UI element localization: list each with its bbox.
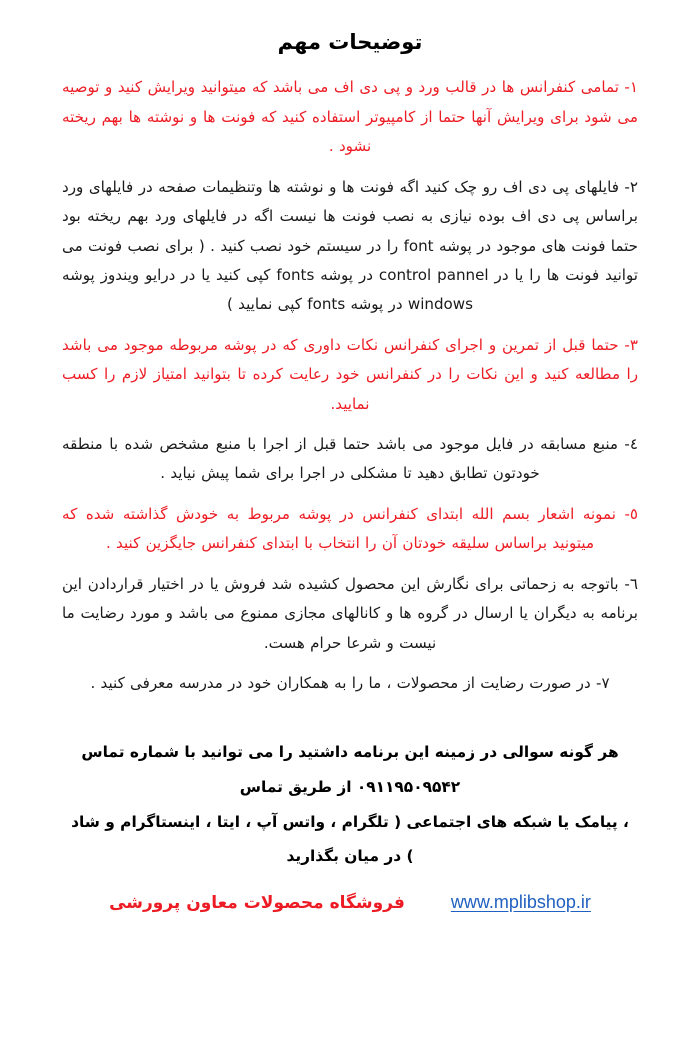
list-item: ۳- حتما قبل از تمرین و اجرای کنفرانس نکات داوری که در پوشه مربوطه موجود می باشد را مطالعه کنید و این نکات را در کنفرانس خود رعایت کرده تا بتوانید امتیاز لازم را کسب نمایید. [62, 335, 638, 413]
footer-row [62, 892, 638, 913]
list-item: ۲- فایلهای پی دی اف رو چک کنید اگه فونت ها و نوشته ها وتنظیمات صفحه در فایلهای ورد براساس پی دی اف بوده نیازی به نصب فونت ها نیست اگه در فایلهای ورد بهم ریخته بود حتما فونت های موجود در پوشه font را در سیستم خود نصب کنید . ( برای نصب فونت می توانید فونت ها را یا در control pannel در پوشه fonts کپی کنید یا در درایو ویندوز پوشه windows در پوشه fonts کپی نمایید ) [62, 177, 639, 314]
page-blank-area [62, 913, 638, 1053]
list-item: ۷- در صورت رضایت از محصولات ، ما را به همکاران خود در مدرسه معرفی کنید . [90, 673, 610, 692]
list-item: ۱- تمامی کنفرانس ها در قالب ورد و پی دی اف می باشد که میتوانید ویرایش کنید و توصیه می شود برای ویرایش آنها حتما از کامپیوتر استفاده کنید که فونت ها و نوشته ها بهم ریخته نشود . [62, 78, 638, 156]
contact-block [62, 735, 638, 874]
list-item: ٦- باتوجه به زحماتی برای نگارش این محصول کشیده شد فروش یا در اختیار قراردادن این برنامه به دیگران یا ارسال در گروه ها و کانالهای مجازی ممنوع می باشد و مورد رضایت ما نیست و شرعا حرام هست. [62, 574, 638, 652]
contact-line-2: ، پیامک یا شبکه های اجتماعی ( تلگرام ، واتس آپ ، ایتا ، اینستاگرام و شاد ) در میان بگذارید [71, 812, 629, 866]
shop-name-label: فروشگاه محصولات معاون پرورشی [109, 892, 405, 913]
section-spacer [62, 709, 638, 735]
contact-line-1: هر گونه سوالی در زمینه این برنامه داشتید را می توانید با شماره تماس ۰۹۱۱۹۵۰۹۵۴۲ از طریق تماس [81, 743, 619, 797]
list-item: ٥- نمونه اشعار بسم الله ابتدای کنفرانس در پوشه مربوط به خودش گذاشته شده که میتونید براساس سلیقه خودتان آن را انتخاب با ابتدای کنفرانس جایگزین کنید . [62, 504, 638, 553]
shop-website-link[interactable]: www.mplibshop.ir [450, 892, 591, 913]
list-item: ٤- منبع مسابقه در فایل موجود می باشد حتما قبل از اجرا با منبع مشخص شده با منطقه خودتون تطابق دهید تا مشکلی در اجرا برای شما پیش نیاید . [62, 435, 638, 483]
page-title: توضیحات مهم [277, 30, 423, 54]
